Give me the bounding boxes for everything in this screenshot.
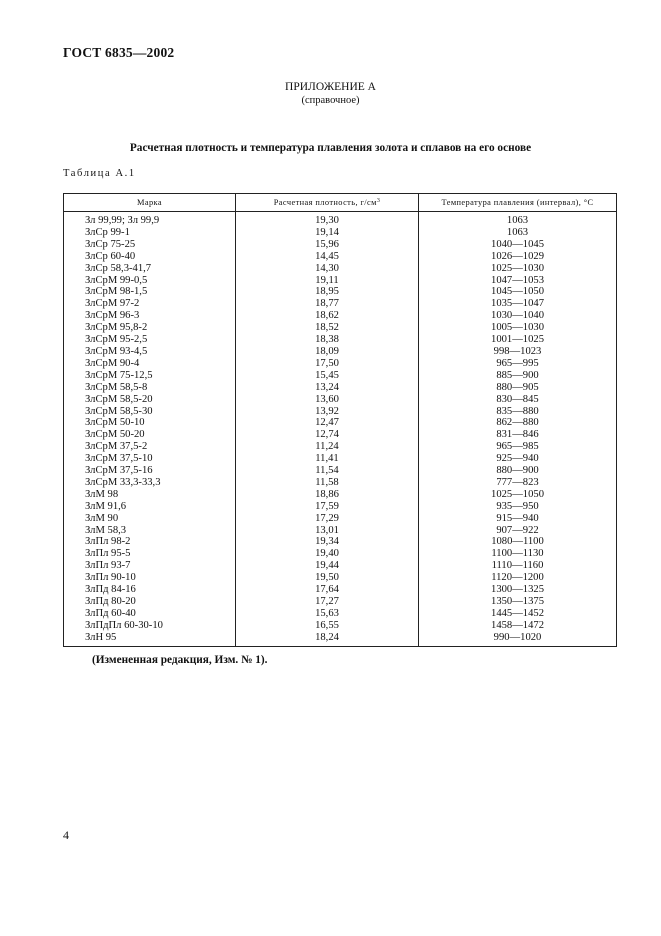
table-row [64,596,617,608]
melting-cell: 830—845 [419,394,617,406]
density-cell: 13,24 [236,382,419,394]
table-body [64,212,617,647]
density-cell: 13,60 [236,394,419,406]
table-row [64,406,617,418]
table-row [64,370,617,382]
melting-cell: 1025—1050 [419,489,617,501]
grade-cell: ЗлМ 58,3 [64,525,236,537]
grade-cell: ЗлСрМ 58,5-8 [64,382,236,394]
table-row [64,263,617,275]
density-cell: 19,50 [236,572,419,584]
grade-cell: ЗлСрМ 50-20 [64,429,236,441]
grade-cell: ЗлМ 90 [64,513,236,525]
grade-cell: ЗлПл 90-10 [64,572,236,584]
density-cell: 18,38 [236,334,419,346]
grade-cell: ЗлСрМ 99-0,5 [64,275,236,287]
table-row [64,536,617,548]
density-melting-table [63,193,617,647]
column-header-density [236,194,419,212]
grade-cell: ЗлПл 93-7 [64,560,236,572]
melting-cell: 880—905 [419,382,617,394]
melting-cell: 1458—1472 [419,620,617,632]
melting-cell: 925—940 [419,453,617,465]
density-cell: 18,77 [236,298,419,310]
melting-cell: 1350—1375 [419,596,617,608]
melting-cell: 1047—1053 [419,275,617,287]
density-cell: 19,40 [236,548,419,560]
density-cell: 18,86 [236,489,419,501]
table-container [63,193,601,647]
grade-cell: ЗлСрМ 90-4 [64,358,236,370]
table-row [64,322,617,334]
density-cell: 16,55 [236,620,419,632]
table-row [64,275,617,287]
density-cell: 19,11 [236,275,419,287]
melting-cell: 1025—1030 [419,263,617,275]
grade-cell: ЗлМ 98 [64,489,236,501]
density-cell: 14,30 [236,263,419,275]
grade-cell: ЗлСрМ 37,5-2 [64,441,236,453]
table-row [64,417,617,429]
density-cell: 17,29 [236,513,419,525]
table-row [64,346,617,358]
grade-cell: ЗлСрМ 33,3-33,3 [64,477,236,489]
grade-cell: ЗлСрМ 95-2,5 [64,334,236,346]
grade-cell: ЗлПд 84-16 [64,584,236,596]
density-cell: 18,62 [236,310,419,322]
melting-cell: 835—880 [419,406,617,418]
melting-cell: 885—900 [419,370,617,382]
melting-cell: 1120—1200 [419,572,617,584]
grade-cell: ЗлСрМ 58,5-20 [64,394,236,406]
melting-cell: 965—985 [419,441,617,453]
density-cell: 19,44 [236,560,419,572]
melting-cell: 1445—1452 [419,608,617,620]
grade-cell: ЗлПл 98-2 [64,536,236,548]
grade-cell: ЗлСрМ 37,5-16 [64,465,236,477]
melting-cell: 1030—1040 [419,310,617,322]
table-row [64,572,617,584]
grade-cell: ЗлПдПл 60-30-10 [64,620,236,632]
table-row [64,489,617,501]
table-row [64,212,617,227]
density-cell: 19,14 [236,227,419,239]
table-row [64,251,617,263]
density-header-superscript: 3 [376,198,381,204]
grade-cell: ЗлСрМ 37,5-10 [64,453,236,465]
grade-cell: ЗлСр 75-25 [64,239,236,251]
grade-cell: ЗлСрМ 75-12,5 [64,370,236,382]
density-cell: 17,59 [236,501,419,513]
melting-cell: 965—995 [419,358,617,370]
melting-cell: 1110—1160 [419,560,617,572]
grade-cell: ЗлН 95 [64,632,236,646]
grade-cell: ЗлСр 99-1 [64,227,236,239]
density-cell: 18,09 [236,346,419,358]
density-cell: 15,96 [236,239,419,251]
table-row [64,584,617,596]
grade-cell: Зл 99,99; Зл 99,9 [64,212,236,227]
melting-cell: 1080—1100 [419,536,617,548]
density-cell: 17,64 [236,584,419,596]
table-row [64,382,617,394]
table-row [64,239,617,251]
grade-cell: ЗлМ 91,6 [64,501,236,513]
table-row [64,227,617,239]
grade-cell: ЗлСрМ 96-3 [64,310,236,322]
grade-cell: ЗлПд 60-40 [64,608,236,620]
table-row [64,548,617,560]
table-row [64,310,617,322]
grade-cell: ЗлСрМ 97-2 [64,298,236,310]
density-cell: 15,45 [236,370,419,382]
density-cell: 13,01 [236,525,419,537]
document-title: Расчетная плотность и температура плавления золота и сплавов на его основе [129,142,532,154]
density-cell: 18,24 [236,632,419,646]
grade-cell: ЗлСрМ 95,8-2 [64,322,236,334]
density-cell: 11,54 [236,465,419,477]
table-row [64,513,617,525]
density-cell: 17,27 [236,596,419,608]
table-row [64,465,617,477]
appendix-title: ПРИЛОЖЕНИЕ А [285,81,376,93]
melting-cell: 998—1023 [419,346,617,358]
table-row [64,632,617,646]
melting-cell: 935—950 [419,501,617,513]
melting-cell: 990—1020 [419,632,617,646]
grade-cell: ЗлСрМ 93-4,5 [64,346,236,358]
melting-cell: 1063 [419,212,617,227]
melting-cell: 1045—1050 [419,286,617,298]
grade-cell: ЗлСрМ 58,5-30 [64,406,236,418]
standard-code: ГОСТ 6835—2002 [63,45,175,60]
column-header-melting: Температура плавления (интервал), °С [419,194,617,212]
table-row [64,525,617,537]
melting-cell: 1300—1325 [419,584,617,596]
appendix-heading [0,81,661,107]
density-cell: 13,92 [236,406,419,418]
density-cell: 17,50 [236,358,419,370]
melting-cell: 880—900 [419,465,617,477]
density-header-text: Расчетная плотность, г/см [273,198,377,207]
melting-cell: 915—940 [419,513,617,525]
melting-cell: 1005—1030 [419,322,617,334]
grade-cell: ЗлПл 95-5 [64,548,236,560]
density-cell: 18,52 [236,322,419,334]
column-header-grade: Марка [64,194,236,212]
table-row [64,429,617,441]
melting-cell: 831—846 [419,429,617,441]
density-cell: 12,47 [236,417,419,429]
density-cell: 11,41 [236,453,419,465]
table-row [64,560,617,572]
melting-cell: 1063 [419,227,617,239]
appendix-subtitle: (справочное) [301,95,360,106]
melting-cell: 1035—1047 [419,298,617,310]
table-row [64,608,617,620]
density-cell: 11,58 [236,477,419,489]
page-number: 4 [63,828,69,842]
density-cell: 19,34 [236,536,419,548]
table-row [64,286,617,298]
melting-cell: 1026—1029 [419,251,617,263]
grade-cell: ЗлПд 80-20 [64,596,236,608]
melting-cell: 1040—1045 [419,239,617,251]
melting-cell: 1100—1130 [419,548,617,560]
grade-cell: ЗлСр 58,3-41,7 [64,263,236,275]
amendment-note: (Измененная редакция, Изм. № 1). [92,654,268,666]
density-cell: 15,63 [236,608,419,620]
table-header-row [64,194,617,212]
melting-cell: 1001—1025 [419,334,617,346]
melting-cell: 862—880 [419,417,617,429]
density-cell: 19,30 [236,212,419,227]
density-cell: 18,95 [236,286,419,298]
melting-cell: 777—823 [419,477,617,489]
grade-cell: ЗлСрМ 98-1,5 [64,286,236,298]
table-row [64,501,617,513]
density-cell: 12,74 [236,429,419,441]
table-row [64,298,617,310]
density-cell: 14,45 [236,251,419,263]
grade-cell: ЗлСр 60-40 [64,251,236,263]
table-row [64,477,617,489]
table-row [64,441,617,453]
grade-cell: ЗлСрМ 50-10 [64,417,236,429]
table-row [64,453,617,465]
table-row [64,394,617,406]
table-label: Таблица А.1 [63,168,136,179]
table-row [64,334,617,346]
table-row [64,620,617,632]
table-row [64,358,617,370]
melting-cell: 907—922 [419,525,617,537]
density-cell: 11,24 [236,441,419,453]
